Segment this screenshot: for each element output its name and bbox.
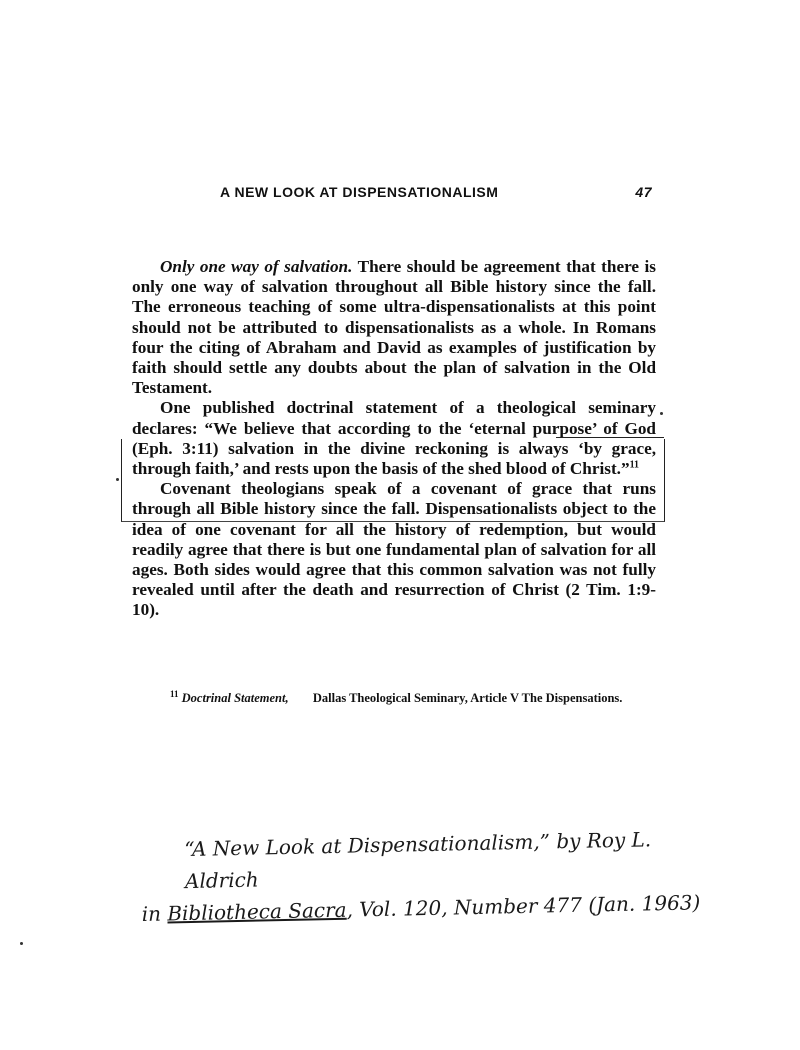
paragraph-two-text: One published doctrinal statement of a theological seminary declares: “We believe that according to the ‘eternal purpose’ of God (Eph. 3:11) salvation in the divine reckoning is always ‘by grace, through faith,’ and rests upon the basis of the shed blood of Christ.” xyxy=(132,398,656,479)
scan-speck xyxy=(660,412,663,415)
running-title: A NEW LOOK AT DISPENSATIONALISM xyxy=(220,184,499,200)
paragraph-covenant-theologians xyxy=(132,479,656,620)
paragraph-lead-heading: Only one way of salvation. xyxy=(160,257,353,276)
handwritten-citation xyxy=(140,822,702,930)
scan-speck xyxy=(116,478,119,481)
footnote-source: Dallas Theological Seminary, xyxy=(312,691,468,705)
handwritten-journal: Bibliotheca Sacra xyxy=(167,897,347,926)
hand-drawn-bracket-top xyxy=(556,437,664,438)
handwritten-prefix: in xyxy=(141,901,168,926)
paragraph-one-way-of-salvation xyxy=(132,257,656,398)
paragraph-one-text: There should be agreement that there is only one way of salvation throughout all Bible history since the fall. The erroneous teaching of some ultra-dispensationalists at this point should not be attributed to dispensationalists as a whole. In Romans four the citing of Abraham and David as examples of justification by faith should settle any doubts about the plan of salvation in the Old Testament. xyxy=(132,257,656,398)
footnote-reference: 11 xyxy=(629,459,640,471)
paragraph-three-text: Covenant theologians speak of a covenant of grace that runs through all Bible history since the fall. Dispensationalists object to the idea of one covenant for all the history of redemption, but would readily agree that there is but one fundamental plan of salvation for all ages. Both sides would agree that this common salvation was not fully revealed until after the death and resurrection of Christ (2 Tim. 1:9-10). xyxy=(132,479,656,620)
footnote-article-title: The Dispensations. xyxy=(521,691,623,705)
handwritten-line-one: “A New Look at Dispensationalism,” by Roy L. Aldrich xyxy=(184,827,652,894)
handwritten-suffix: , Vol. 120, Number 477 (Jan. 1963) xyxy=(346,890,701,922)
footnote-number: 11 xyxy=(170,688,179,699)
paragraph-doctrinal-statement xyxy=(132,398,656,479)
body-text xyxy=(132,257,656,621)
footnote-article: Article V xyxy=(470,691,519,705)
footnote xyxy=(132,690,656,706)
scan-speck xyxy=(20,942,23,945)
footnote-title: Doctrinal Statement, xyxy=(181,691,289,705)
page-number: 47 xyxy=(635,184,652,200)
